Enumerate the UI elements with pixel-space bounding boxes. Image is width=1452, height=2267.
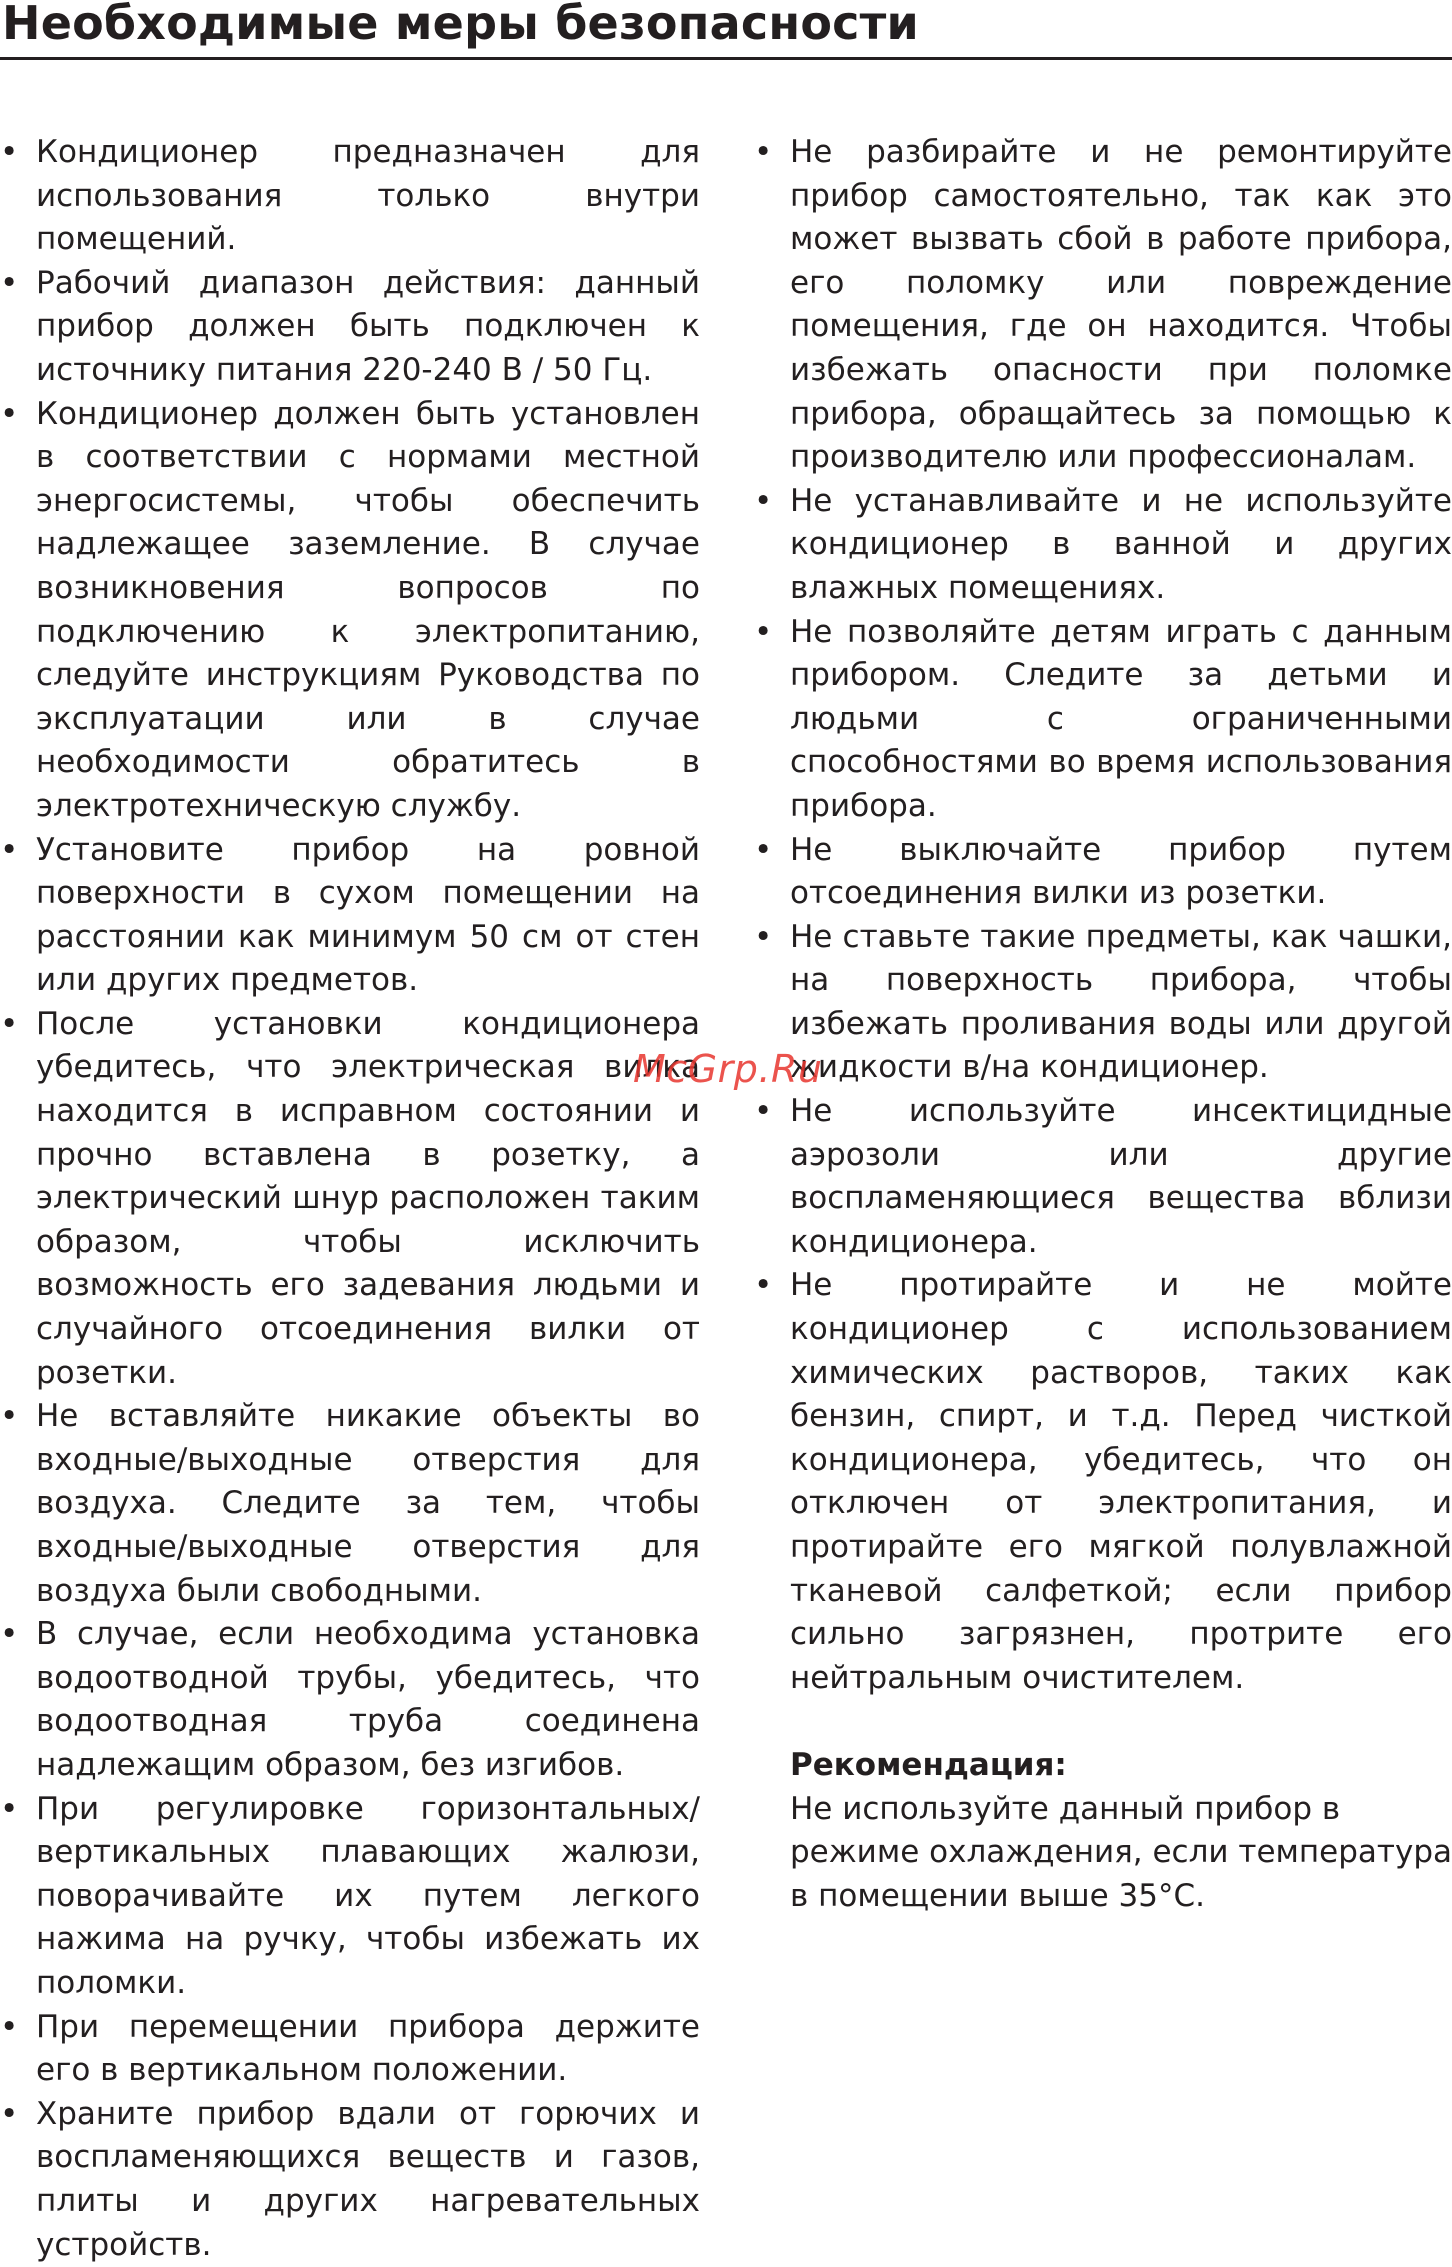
right-column [754, 131, 1452, 1918]
list-item [754, 131, 1452, 480]
list-item-text: Не устанавливайте и не используйте кондиционер в ванной и других влажных помещениях. [790, 482, 1452, 606]
list-item [0, 393, 700, 829]
bullet-icon: • [0, 1398, 19, 1435]
bullet-icon: • [754, 831, 773, 868]
left-bullet-list [0, 131, 700, 2267]
list-item [754, 480, 1452, 611]
list-item-text: Кондиционер должен быть установлен в соответствии с нормами местной энергосистемы, чтобы обеспечить надлежащее заземление. В случае возникновения вопросов по подключению к электропитанию, следуйте инструкциям Руководства по эксплуатации или в случае необходимости обратитесь в электротехническую службу. [36, 395, 700, 824]
list-item-text: После установки кондиционера убедитесь, что электрическая вилка находится в исправном состоянии и прочно вставлена в розетку, а электрический шнур расположен таким образом, чтобы исключить возможность его задевания людьми и случайного отсоединения вилки от розетки. [36, 1005, 700, 1391]
list-item [754, 611, 1452, 829]
list-item-text: При регулировке горизонтальных/вертикальных плавающих жалюзи, поворачивайте их путем легкого нажима на ручку, чтобы избежать их поломки. [36, 1790, 700, 2001]
bullet-icon: • [754, 918, 773, 955]
list-item [0, 1613, 700, 1787]
list-item [0, 262, 700, 393]
bullet-icon: • [0, 1005, 19, 1042]
bullet-icon: • [754, 1093, 773, 1130]
list-item [0, 1003, 700, 1395]
right-bullet-list [754, 131, 1452, 1700]
list-item-text: Кондиционер предназначен для использования только внутри помещений. [36, 134, 700, 258]
recommendation-heading: Рекомендация: [790, 1746, 1067, 1783]
bullet-icon: • [0, 831, 19, 868]
list-item-text: Установите прибор на ровной поверхности в сухом помещении на расстоянии как минимум 50 см от стен или других предметов. [36, 831, 700, 999]
watermark: McGrp.Ru [633, 1047, 823, 1091]
list-item-text: Не протирайте и не мойте кондиционер с использованием химических растворов, таких как бензин, спирт, и т.д. Перед чисткой кондиционера, убедитесь, что он отключен от электропитания, и протирайте его мягкой полувлажной тканевой салфеткой; если прибор сильно загрязнен, протрите его нейтральным очистителем. [790, 1267, 1452, 1696]
recommendation-text: Не используйте данный прибор в режиме охлаждения, если температура в помещении выше 35°С. [790, 1790, 1452, 1914]
list-item-text: В случае, если необходима установка водоотводной трубы, убедитесь, что водоотводная труба соединена надлежащим образом, без изгибов. [36, 1616, 700, 1783]
bullet-icon: • [754, 1267, 773, 1304]
list-item-text: Не ставьте такие предметы, как чашки, на поверхность прибора, чтобы избежать проливания воды или другой жидкости в/на кондиционер. [790, 918, 1452, 1086]
bullet-icon: • [0, 2008, 19, 2045]
bullet-icon: • [754, 613, 773, 650]
bullet-icon: • [0, 264, 19, 301]
title-divider [0, 57, 1452, 60]
list-item [754, 829, 1452, 916]
list-item-text: Рабочий диапазон действия: данный прибор должен быть подключен к источнику питания 220-240 В / 50 Гц. [36, 264, 700, 388]
list-item [754, 1264, 1452, 1700]
list-item [0, 1395, 700, 1613]
list-item [0, 1788, 700, 2006]
left-column [0, 131, 700, 2267]
bullet-icon: • [0, 134, 19, 170]
list-item [0, 2093, 700, 2267]
list-item-text: Не разбирайте и не ремонтируйте прибор самостоятельно, так как это может вызвать сбой в работе прибора, его поломку или повреждение помещения, где он находится. Чтобы избежать опасности при поломке прибора, обращайтесь за помощью к производителю или профессионалам. [790, 134, 1452, 476]
list-item-text: Не используйте инсектицидные аэрозоли или другие воспламеняющиеся вещества вблизи кондиционера. [790, 1093, 1452, 1260]
recommendation-block [754, 1744, 1452, 1918]
list-item-text: Храните прибор вдали от горючих и воспламеняющихся веществ и газов, плиты и других нагревательных устройств. [36, 2095, 700, 2263]
list-item [0, 2006, 700, 2093]
page-title: Необходимые меры безопасности [2, 0, 919, 50]
list-item-text: При перемещении прибора держите его в вертикальном положении. [36, 2008, 700, 2089]
bullet-icon: • [754, 482, 773, 519]
bullet-icon: • [0, 1616, 19, 1653]
bullet-icon: • [0, 2095, 19, 2132]
list-item [754, 1090, 1452, 1264]
list-item [0, 131, 700, 262]
bullet-icon: • [0, 1790, 19, 1827]
bullet-icon: • [0, 395, 19, 432]
list-item [754, 916, 1452, 1090]
list-item [0, 829, 700, 1003]
list-item-text: Не выключайте прибор путем отсоединения вилки из розетки. [790, 831, 1452, 912]
list-item-text: Не вставляйте никакие объекты во входные/выходные отверстия для воздуха. Следите за тем, чтобы входные/выходные отверстия для воздуха были свободными. [36, 1398, 700, 1609]
bullet-icon: • [754, 134, 773, 170]
list-item-text: Не позволяйте детям играть с данным прибором. Следите за детьми и людьми с ограниченными способностями во время использования прибора. [790, 613, 1452, 824]
